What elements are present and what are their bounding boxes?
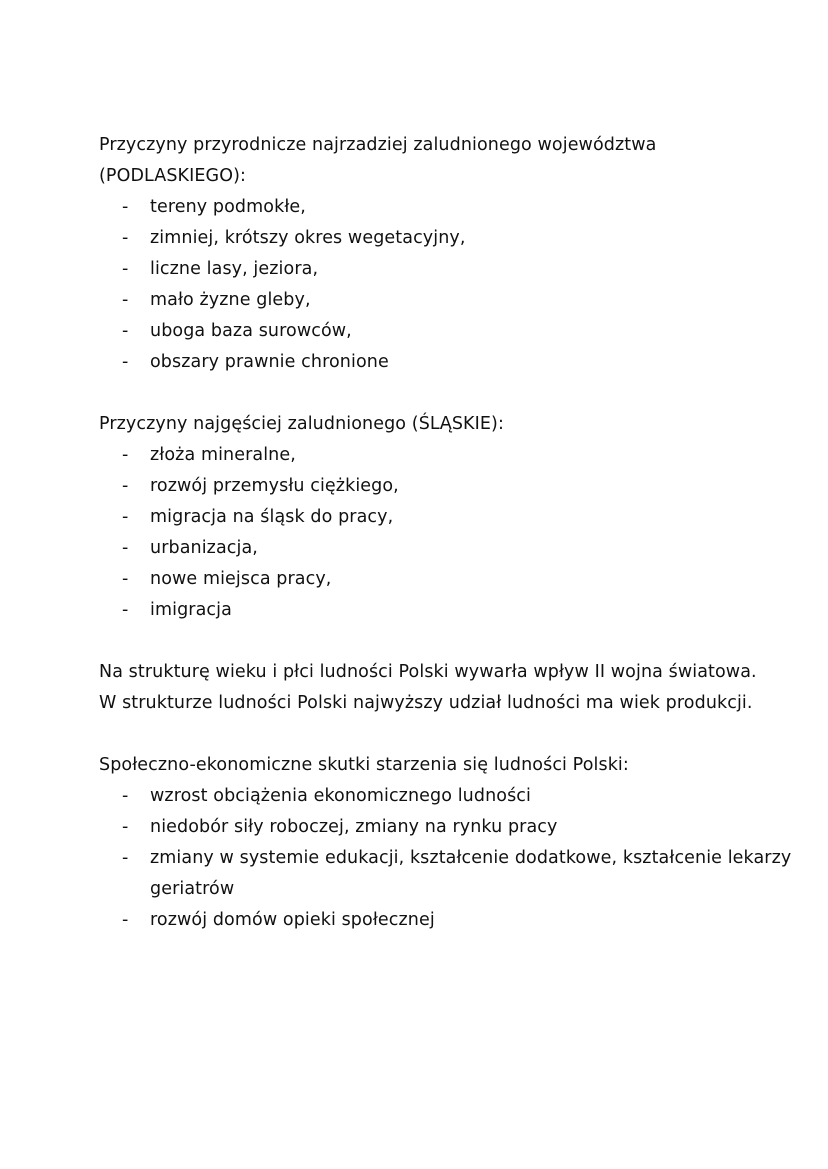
document-page bbox=[99, 130, 799, 967]
section-population-structure bbox=[99, 657, 799, 719]
list-item: - tereny podmokłe, bbox=[122, 192, 799, 223]
section-heading: Społeczno-ekonomiczne skutki starzenia się ludności Polski: bbox=[99, 755, 629, 775]
list-item: - wzrost obciążenia ekonomicznego ludności bbox=[122, 781, 799, 812]
list-item: - rozwój przemysłu ciężkiego, bbox=[122, 471, 799, 502]
list-item: - nowe miejsca pracy, bbox=[122, 564, 799, 595]
list-item: - mało żyzne gleby, bbox=[122, 285, 799, 316]
list-item: - złoża mineralne, bbox=[122, 440, 799, 471]
list-item: - zimniej, krótszy okres wegetacyjny, bbox=[122, 223, 799, 254]
list-item: - rozwój domów opieki społecznej bbox=[122, 905, 799, 936]
bullet-list bbox=[99, 781, 799, 936]
list-item: - urbanizacja, bbox=[122, 533, 799, 564]
paragraph: W strukturze ludności Polski najwyższy udział ludności ma wiek produkcji. bbox=[99, 693, 753, 713]
list-item: - liczne lasy, jeziora, bbox=[122, 254, 799, 285]
list-item: - niedobór siły roboczej, zmiany na rynku pracy bbox=[122, 812, 799, 843]
section-aging-effects bbox=[99, 750, 799, 936]
section-slaskie bbox=[99, 409, 799, 626]
bullet-list bbox=[99, 440, 799, 626]
section-heading: Przyczyny najgęściej zaludnionego (ŚLĄSKIE): bbox=[99, 414, 504, 434]
list-item: - imigracja bbox=[122, 595, 799, 626]
section-podlaskie bbox=[99, 130, 799, 378]
paragraph: Na strukturę wieku i płci ludności Polski wywarła wpływ II wojna światowa. bbox=[99, 662, 757, 682]
list-item: - obszary prawnie chronione bbox=[122, 347, 799, 378]
list-item: - migracja na śląsk do pracy, bbox=[122, 502, 799, 533]
bullet-list bbox=[99, 192, 799, 378]
list-item: - zmiany w systemie edukacji, kształcenie dodatkowe, kształcenie lekarzy geriatrów bbox=[122, 843, 799, 905]
list-item: - uboga baza surowców, bbox=[122, 316, 799, 347]
section-heading: Przyczyny przyrodnicze najrzadziej zaludnionego województwa (PODLASKIEGO): bbox=[99, 135, 657, 186]
